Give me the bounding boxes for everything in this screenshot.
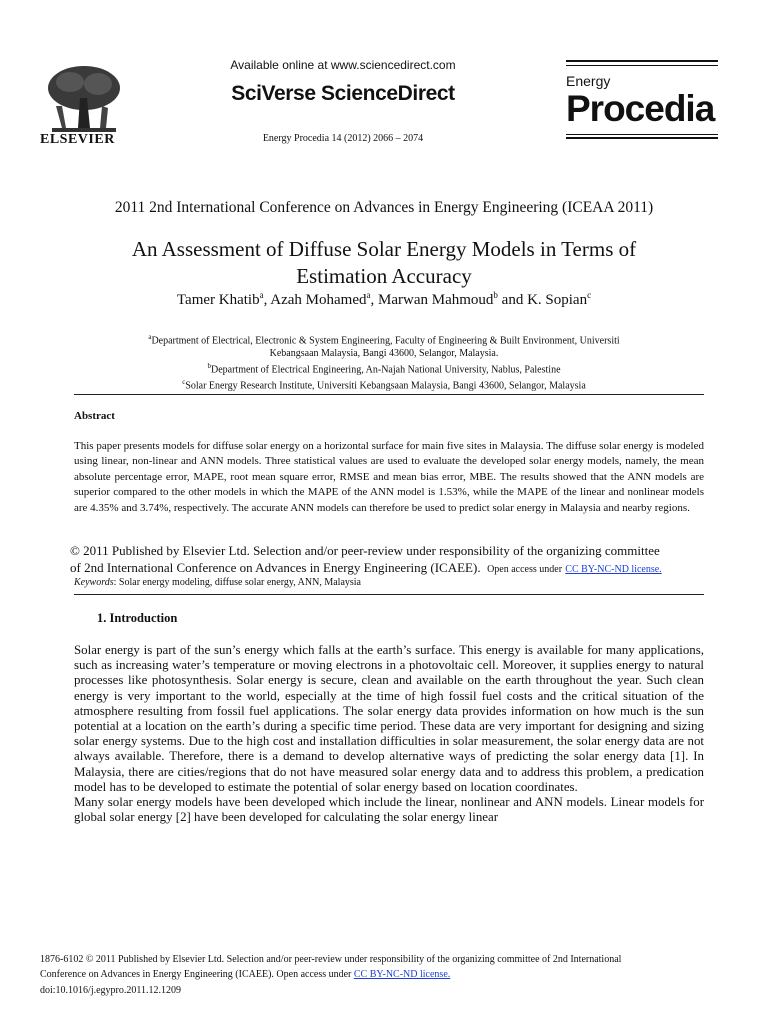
journal-rule bbox=[566, 134, 718, 135]
footer bbox=[40, 952, 728, 998]
affiliation-item bbox=[70, 348, 698, 360]
author-name: Azah Mohamed bbox=[270, 292, 367, 308]
affiliation-text: Solar Energy Research Institute, Universiti Kebangsaan Malaysia, Bangi 43600, Selangor, Malaysia bbox=[185, 380, 586, 392]
affiliation-text: Department of Electrical, Electronic & System Engineering, Faculty of Engineering & Built Environment, Universiti bbox=[151, 335, 620, 347]
copyright-notice bbox=[70, 542, 710, 578]
affiliation-mark: a bbox=[148, 333, 152, 341]
affiliation-text: Department of Electrical Engineering, An-Najah National University, Nablus, Palestine bbox=[210, 364, 561, 376]
section-heading: 1. Introduction bbox=[97, 611, 178, 625]
journal-citation: Energy Procedia 14 (2012) 2066 – 2074 bbox=[262, 133, 424, 144]
author-list bbox=[40, 290, 728, 309]
paper-title bbox=[40, 236, 728, 290]
journal-name-main: Procedia bbox=[566, 88, 715, 129]
journal-name-top: Energy bbox=[566, 73, 611, 89]
author-separator: , bbox=[370, 292, 378, 308]
footer-copyright bbox=[40, 967, 728, 982]
paper-title-line: An Assessment of Diffuse Solar Energy Models in Terms of bbox=[131, 237, 637, 261]
keywords-label: Keywords bbox=[74, 577, 114, 588]
affiliation-mark: c bbox=[587, 290, 592, 300]
footer-license-link[interactable]: CC BY-NC-ND license. bbox=[353, 969, 451, 981]
divider bbox=[74, 394, 704, 395]
affiliation-text: Kebangsaan Malaysia, Bangi 43600, Selangor, Malaysia. bbox=[269, 347, 499, 359]
journal-logo bbox=[566, 60, 718, 144]
abstract-heading: Abstract bbox=[74, 410, 115, 422]
footer-copyright: 1876-6102 © 2011 Published by Elsevier Ltd. Selection and/or peer-review under responsibility of the organizing committee of 2nd International bbox=[40, 954, 622, 965]
footer-text: Conference on Advances in Energy Engineering (ICAEE). Open access under bbox=[40, 969, 352, 981]
journal-rule bbox=[566, 60, 718, 62]
divider bbox=[74, 594, 704, 595]
affiliation-mark: b bbox=[493, 290, 498, 300]
license-link[interactable]: CC BY-NC-ND license. bbox=[565, 564, 662, 575]
available-online-text: Available online at www.sciencedirect.com bbox=[230, 58, 456, 72]
keywords-text: : Solar energy modeling, diffuse solar energy, ANN, Malaysia bbox=[113, 577, 361, 588]
paragraph: Many solar energy models have been developed which include the linear, nonlinear and ANN models. Linear models for global solar energy [2] have been developed for calculating the solar energy linear bbox=[74, 795, 704, 825]
affiliation-item bbox=[70, 331, 698, 348]
author-separator: , bbox=[263, 292, 271, 308]
copyright-text: of 2nd International Conference on Advances in Energy Engineering (ICAEE). bbox=[70, 560, 481, 575]
affiliation-mark: a bbox=[259, 290, 264, 300]
affiliations bbox=[70, 331, 698, 393]
journal-rule bbox=[566, 65, 718, 66]
author-name: Tamer Khatib bbox=[176, 292, 260, 308]
author-name: Marwan Mahmoud bbox=[378, 292, 494, 308]
author-separator: and bbox=[497, 292, 528, 308]
platform-name: SciVerse ScienceDirect bbox=[231, 82, 455, 105]
publisher-name: ELSEVIER bbox=[40, 132, 115, 147]
journal-rule bbox=[566, 137, 718, 139]
affiliation-item bbox=[70, 376, 698, 393]
affiliation-item bbox=[70, 360, 698, 377]
affiliation-mark: a bbox=[366, 290, 371, 300]
affiliation-mark: c bbox=[182, 378, 186, 387]
author-name: K. Sopian bbox=[527, 292, 588, 308]
paragraph: Solar energy is part of the sun’s energy which falls at the earth’s surface. This energy is available for many applications, such as increasing water’s temperature or moving electrons in a photovoltaic cell. Moreover, it supplies energy to natural processes like photosynthesis. Solar energy is secure, clean and available on the earth throughout the year. Such clean energy is very important to the world, especially at the time of high fossil fuel costs and the critical situation of the atmosphere resulting from fossil fuel applications. The solar energy data provides information on how much is the sun potential at a location on the earth’s during a specific time period. These data are very important for designing and sizing solar energy systems. Due to the high cost and installation difficulties in solar measurement, the solar energy data are not always available. Therefore, there is a demand to develop alternative ways of predicting the solar energy data [1]. In Malaysia, there are cities/regions that do not have measured solar energy data and to address this problem, a predication model has to be developed to estimate the potential of solar energy based on location coordinates. bbox=[74, 643, 704, 794]
paper-title-line: Estimation Accuracy bbox=[296, 264, 472, 288]
doi: doi:10.1016/j.egypro.2011.12.1209 bbox=[40, 984, 182, 996]
introduction-body bbox=[74, 643, 704, 825]
copyright-line bbox=[70, 559, 710, 578]
copyright-line: © 2011 Published by Elsevier Ltd. Selection and/or peer-review under responsibility of the organizing committee bbox=[70, 543, 660, 558]
abstract-body: This paper presents models for diffuse solar energy on a horizontal surface for main five sites in Malaysia. The diffuse solar energy is modeled using linear, non-linear and ANN models. Three statistical values are used to evaluate the developed solar energy models, namely, the mean absolute percentage error, MAPE, root mean square error, RMSE and mean bias error, MBE. The results showed that the ANN models are superior compared to the other models in which the MAPE of the ANN model is 1.53%, while the MAPE of the linear and nonlinear models are 4.35% and 3.74%, respectively. The accurate ANN models can therefore be used to predict solar energy in Malaysia and nearby regions. bbox=[74, 440, 704, 514]
affiliation-mark: b bbox=[207, 361, 211, 370]
conference-name: 2011 2nd International Conference on Advances in Energy Engineering (ICEAA 2011) bbox=[114, 199, 654, 216]
open-access-text: Open access under bbox=[487, 564, 563, 575]
keywords bbox=[74, 577, 361, 588]
